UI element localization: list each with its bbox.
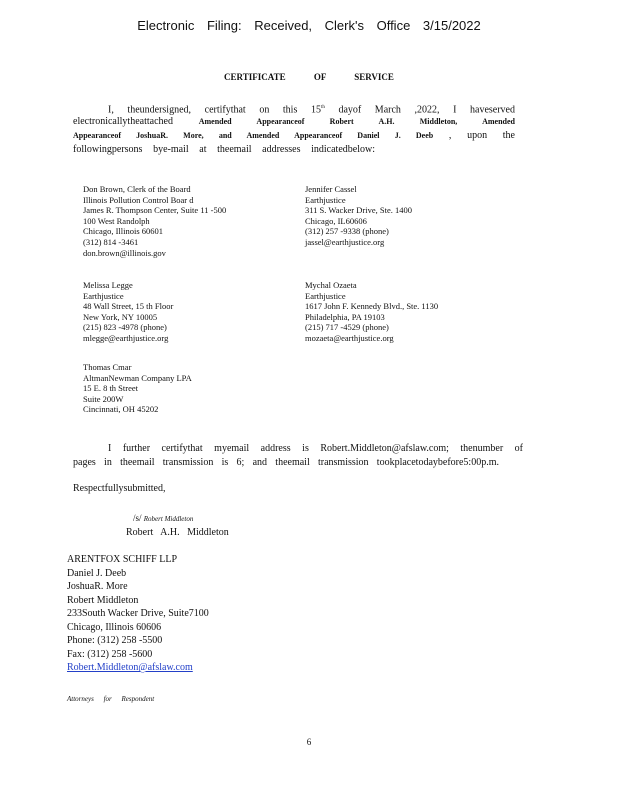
filing-header: Electronic Filing: Received, Clerk's Office 3/15/2022 [137,18,481,33]
attorneys-for-respondent: Attorneys for Respondent [67,695,155,703]
page-number: 6 [306,737,312,747]
service-paragraph-line-4: followingpersons bye-mail at theemail addresses indicatedbelow: [73,144,375,155]
document-title: CERTIFICATE OF SERVICE [224,72,394,82]
service-paragraph-line-2: electronicallytheattached Amended Appearanceof Robert A.H. Middleton, Amended [73,116,516,127]
electronic-signature: /s/ Robert Middleton [133,513,194,523]
email-certification-line-1: I further certifythat myemail address is Robert.Middleton@afslaw.com; thenumber of [108,443,523,454]
email-certification-line-2: pages in theemail transmission is 6; and theemail transmission tookplacetodaybefore5:00p.m. [73,457,499,468]
service-recipient-jennifer-cassel: Jennifer Cassel Earthjustice 311 S. Wacker Drive, Ste. 1400 Chicago, IL60606 (312) 257 -9338 (phone) jassel@earthjustice.org [305,184,412,247]
service-paragraph-line-1: I, theundersigned, certifythat on this 15th dayof March ,2022, I haveserved [108,104,515,116]
service-recipient-mychal-ozaeta: Mychal Ozaeta Earthjustice 1617 John F. Kennedy Blvd., Ste. 1130 Philadelphia, PA 19103 (215) 717 -4529 (phone) mozaeta@earthjustice.org [305,280,439,343]
service-paragraph-line-3: Appearanceof JoshuaR. More, and Amended Appearanceof Daniel J. Deeb , upon the [73,130,515,141]
service-recipient-melissa-legge: Melissa Legge Earthjustice 48 Wall Street, 15 th Floor New York, NY 10005 (215) 823 -4978 (phone) mlegge@earthjustice.org [83,280,174,343]
email-link[interactable]: Robert.Middleton@afslaw.com [67,662,193,673]
law-firm-signature-block: ARENTFOX SCHIFF LLP Daniel J. Deeb JoshuaR. More Robert Middleton 233South Wacker Drive, Suite7100 Chicago, Illinois 60606 Phone: (312) 258 -5500 Fax: (312) 258 -5600 Robert.Middleton@afslaw.com [67,553,225,675]
closing-respectfully-submitted: Respectfullysubmitted, [73,483,166,494]
signatory-name: Robert A.H. Middleton [126,527,229,538]
service-recipient-thomas-cmar: Thomas Cmar AltmanNewman Company LPA 15 E. 8 th Street Suite 200W Cincinnati, OH 45202 [83,362,192,415]
service-recipient-don-brown: Don Brown, Clerk of the Board Illinois Pollution Control Boar d James R. Thompson Center, Suite 11 -500 100 West Randolph Chicago, Illinois 60601 (312) 814 -3461 don.brown@illinois.gov [83,184,227,258]
